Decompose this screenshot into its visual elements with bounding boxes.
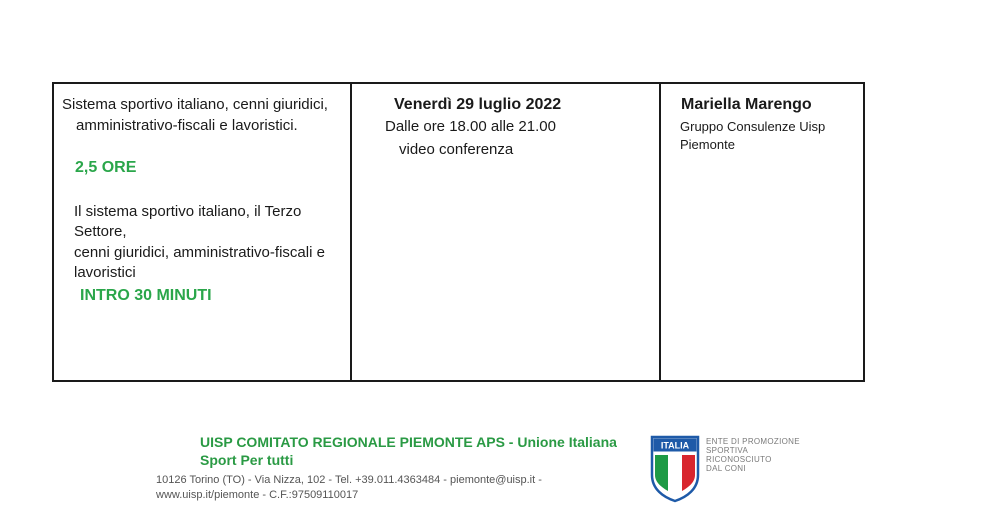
footer-address-line2: www.uisp.it/piemonte - C.F.:97509110017 [156,489,359,501]
course-desc-line3: cenni giuridici, amministrativo-fiscali e [74,244,325,261]
event-date: Venerdì 29 luglio 2022 [394,96,562,113]
event-time: Dalle ore 18.00 alle 21.00 [385,118,556,135]
speaker-name: Mariella Marengo [681,96,812,113]
footer-org-line2: Sport Per tutti [200,452,294,468]
course-cell [54,84,352,380]
course-desc-line4: lavoristici [74,264,136,281]
course-desc-line1: Il sistema sportivo italiano, il Terzo [74,203,302,220]
course-title-line2: amministrativo-fiscali e lavoristici. [76,117,298,134]
badge-line3: RICONOSCIUTO [706,455,772,464]
footer-address-line1: 10126 Torino (TO) - Via Nizza, 102 - Tel. +39.011.4363484 - piemonte@uisp.it - [156,474,542,486]
schedule-table [52,82,865,382]
footer-organization [200,433,617,469]
italia-shield-logo [650,435,700,503]
badge-line1: ENTE DI PROMOZIONE [706,437,800,446]
footer-org-line1: UISP COMITATO REGIONALE PIEMONTE APS - Unione Italiana [200,434,617,450]
speaker-role-line1: Gruppo Consulenze Uisp [680,119,826,134]
course-title-line1: Sistema sportivo italiano, cenni giuridici, [62,96,328,113]
course-hours: 2,5 ORE [75,159,137,176]
badge-line2: SPORTIVA [706,446,749,455]
coni-badge-text [706,437,800,473]
schedule-cell [352,84,661,380]
speaker-cell [661,84,863,380]
footer-address [156,473,542,503]
badge-line4: DAL CONI [706,464,746,473]
logo-label: ITALIA [660,440,690,451]
course-desc-line2: Settore, [74,223,127,240]
course-intro: INTRO 30 MINUTI [80,287,212,304]
speaker-role-line2: Piemonte [680,137,735,152]
event-mode: video conferenza [399,141,514,158]
